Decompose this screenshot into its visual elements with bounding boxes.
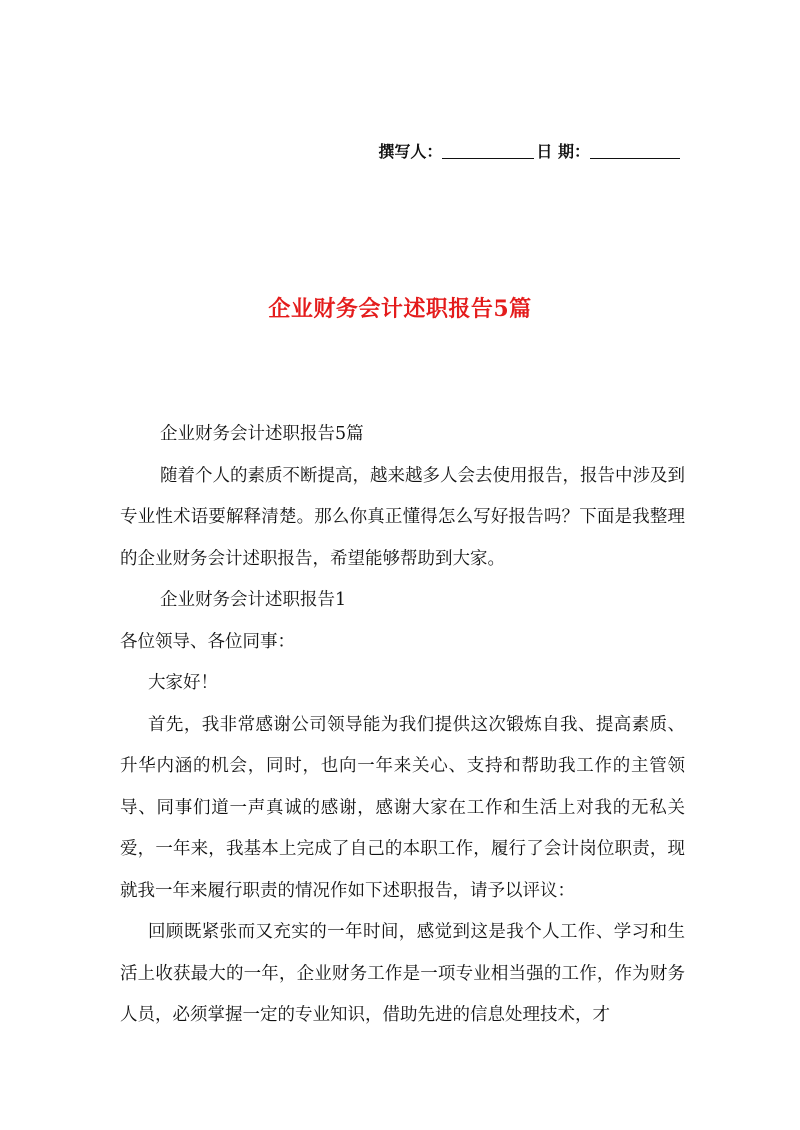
paragraph-intro: 随着个人的素质不断提高，越来越多人会去使用报告，报告中涉及到专业性术语要解释清楚。那么你真正懂得怎么写好报告吗？下面是我整理的企业财务会计述职报告，希望能够帮助到大家。: [120, 465, 685, 569]
paragraph-greeting: 大家好！: [148, 673, 218, 693]
author-label: 撰写人：: [378, 142, 443, 161]
document-body: [120, 414, 685, 1037]
paragraph-subtitle: 企业财务会计述职报告5篇: [160, 424, 364, 444]
author-date-line: [378, 139, 680, 162]
paragraph-review: 回顾既紧张而又充实的一年时间，感觉到这是我个人工作、学习和生活上收获最大的一年，企业财务工作是一项专业相当强的工作，作为财务人员，必须掌握一定的专业知识，借助先进的信息处理技术，才: [120, 922, 685, 1025]
date-label: 日 期：: [536, 142, 590, 161]
date-blank: [590, 144, 680, 159]
paragraph-section-heading: 企业财务会计述职报告1: [160, 590, 347, 610]
author-blank: [442, 144, 534, 159]
paragraph-salutation: 各位领导、各位同事：: [120, 631, 295, 652]
paragraph-thanks: 首先，我非常感谢公司领导能为我们提供这次锻炼自我、提高素质、升华内涵的机会，同时，也向一年来关心、支持和帮助我工作的主管领导、同事们道一声真诚的感谢，感谢大家在工作和生活上对我的无私关爱，一年来，我基本上完成了自己的本职工作，履行了会计岗位职责，现就我一年来履行职责的情况作如下述职报告，请予以评议：: [120, 714, 685, 901]
document-title: 企业财务会计述职报告5篇: [268, 296, 532, 322]
